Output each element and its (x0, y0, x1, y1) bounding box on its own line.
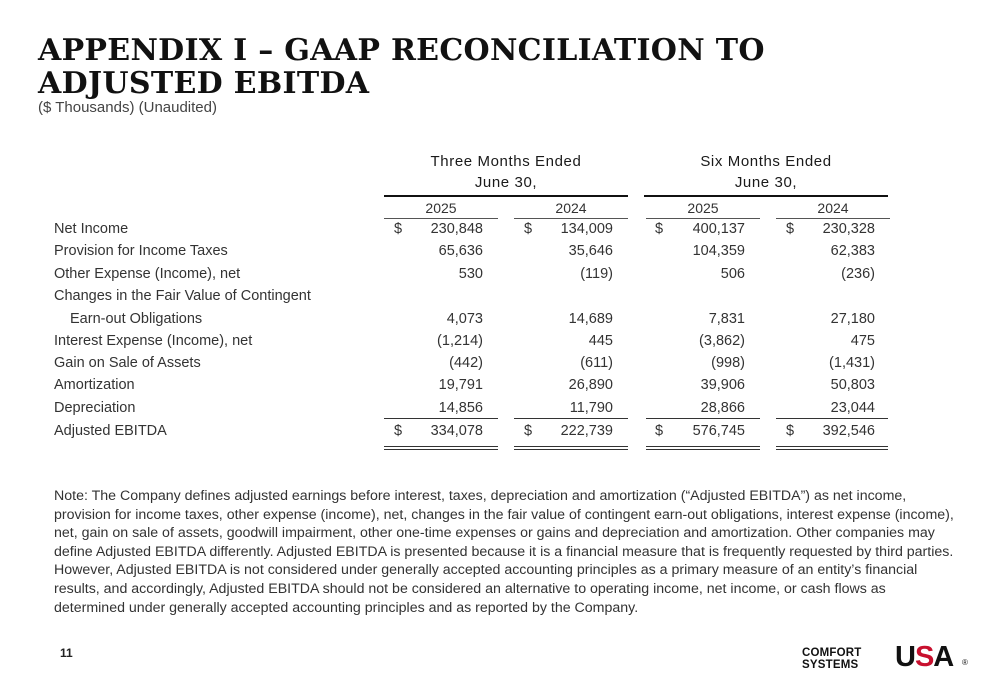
row-label: Interest Expense (Income), net (54, 333, 253, 349)
table-cell: 530 (458, 266, 483, 282)
table-cell: 19,791 (438, 377, 483, 393)
table-cell: 14,856 (438, 400, 483, 416)
table-cell: 14,689 (568, 311, 613, 327)
currency-symbol: $ (786, 423, 795, 439)
table-cell: 230,848 (430, 221, 483, 237)
table-cell: 7,831 (708, 311, 745, 327)
column-group-three-months (384, 151, 628, 197)
currency-symbol: $ (394, 423, 403, 439)
currency-symbol: $ (394, 221, 403, 237)
table-cell: 11,790 (569, 400, 613, 416)
logo-line2: SYSTEMS (802, 659, 859, 671)
registered-mark: ® (962, 658, 968, 667)
table-cell: 26,890 (568, 377, 613, 393)
column-header-year: 2024 (514, 200, 628, 219)
footnote: Note: The Company defines adjusted earnings before interest, taxes, depreciation and amortization (“Adjusted EBITDA”) as net income, provision for income taxes, other expense (income), net, changes in the fair value of contingent earn-out obligations, interest expense (income), net, gain on sale of assets, goodwill impairment, other one-time expenses or gains and depreciation and amortization. Other companies may define Adjusted EBITDA differently. Adjusted EBITDA is presented because it is a financial measure that is frequently requested by third parties. However, Adjusted EBITDA is not considered under generally accepted accounting principles as a primary measure of an entity’s financial results, and accordingly, Adjusted EBITDA should not be considered an alternative to operating income, net income, or cash flows as determined under generally accepted accounting principles and as reported by the Company. (54, 488, 954, 616)
logo-usa-a: A (933, 641, 954, 673)
table-row-adjusted-ebitda (0, 423, 1000, 445)
table-cell: 39,906 (700, 377, 745, 393)
table-row-contingent-heading (0, 288, 1000, 310)
row-label: Adjusted EBITDA (54, 423, 167, 439)
table-cell: 23,044 (830, 400, 875, 416)
table-cell: 445 (588, 333, 613, 349)
table-cell: 334,078 (430, 423, 483, 439)
table-row-amortization (0, 377, 1000, 399)
table-cell: (998) (711, 355, 745, 371)
logo-usa-u: U (895, 641, 915, 673)
table-cell: 506 (720, 266, 745, 282)
page-subtitle: ($ Thousands) (Unaudited) (38, 99, 217, 116)
column-header-year: 2024 (776, 200, 890, 219)
table-cell: (236) (841, 266, 875, 282)
currency-symbol: $ (655, 221, 664, 237)
row-label: Amortization (54, 377, 135, 393)
table-cell: (119) (580, 266, 613, 282)
page-number: 11 (60, 646, 73, 660)
row-label: Earn-out Obligations (70, 311, 203, 327)
row-label: Net Income (54, 221, 129, 237)
currency-symbol: $ (786, 221, 795, 237)
logo-usa-s: S (914, 641, 934, 673)
currency-symbol: $ (524, 423, 533, 439)
table-row-provision-income-taxes (0, 243, 1000, 265)
table-cell: 27,180 (830, 311, 875, 327)
table-cell: 50,803 (830, 377, 875, 393)
logo-usa (895, 642, 953, 672)
currency-symbol: $ (524, 221, 533, 237)
table-cell: 4,073 (446, 311, 483, 327)
page-title: APPENDIX I – GAAP RECONCILIATION TO ADJUSTED EBITDA (38, 33, 765, 101)
total-double-rule (514, 446, 628, 450)
row-label: Other Expense (Income), net (54, 266, 241, 282)
total-double-rule (646, 446, 760, 450)
table-cell: 222,739 (560, 423, 613, 439)
table-row-gain-on-sale (0, 355, 1000, 377)
subtotal-rule (514, 418, 628, 419)
table-cell: 104,359 (692, 243, 745, 259)
table-row-other-expense (0, 266, 1000, 288)
table-cell: 475 (850, 333, 875, 349)
column-group-six-months (644, 151, 888, 197)
row-label: Changes in the Fair Value of Contingent (54, 288, 311, 304)
column-header-year: 2025 (646, 200, 760, 219)
column-group-line2: June 30, (474, 174, 538, 191)
logo-line1: COMFORT (802, 647, 862, 659)
column-group-line2: June 30, (734, 174, 798, 191)
subtotal-rule (646, 418, 760, 419)
table-cell: 28,866 (700, 400, 745, 416)
row-label: Depreciation (54, 400, 136, 416)
table-cell: 35,646 (568, 243, 613, 259)
table-cell: 400,137 (692, 221, 745, 237)
column-group-line1: Six Months Ended (700, 153, 832, 170)
table-cell: 576,745 (692, 423, 745, 439)
table-row-interest-expense (0, 333, 1000, 355)
table-cell: (1,214) (437, 333, 483, 349)
table-cell: (3,862) (699, 333, 745, 349)
column-group-line1: Three Months Ended (430, 153, 582, 170)
table-cell: 62,383 (830, 243, 875, 259)
column-header-year: 2025 (384, 200, 498, 219)
table-cell: 134,009 (560, 221, 613, 237)
company-logo (802, 641, 974, 673)
table-row-earnout-obligations (0, 311, 1000, 333)
table-cell: (1,431) (829, 355, 875, 371)
currency-symbol: $ (655, 423, 664, 439)
table-cell: (611) (580, 355, 613, 371)
row-label: Provision for Income Taxes (54, 243, 228, 259)
subtotal-rule (384, 418, 498, 419)
table-cell: 392,546 (822, 423, 875, 439)
table-row-net-income (0, 221, 1000, 243)
table-cell: 230,328 (822, 221, 875, 237)
row-label: Gain on Sale of Assets (54, 355, 201, 371)
total-double-rule (776, 446, 888, 450)
subtotal-rule (776, 418, 888, 419)
table-cell: (442) (449, 355, 483, 371)
total-double-rule (384, 446, 498, 450)
table-cell: 65,636 (438, 243, 483, 259)
